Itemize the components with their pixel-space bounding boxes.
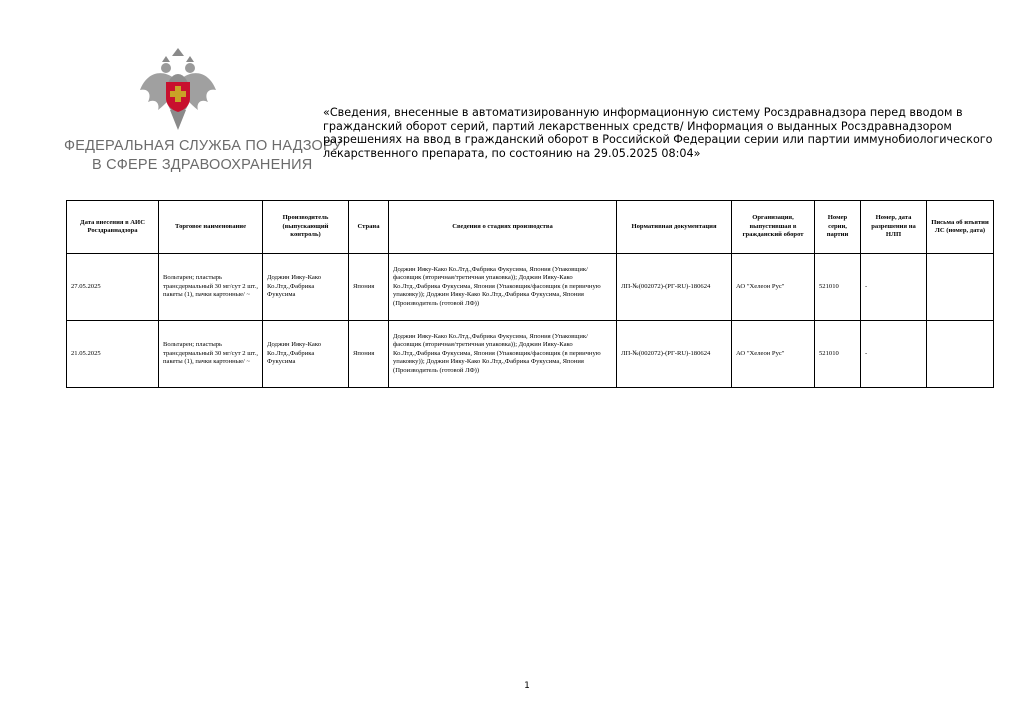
column-header-batch-number: Номер серии, партии [815,201,861,254]
cell-normative-doc: ЛП-№(002072)-(РГ-RU)-180624 [617,254,732,321]
cell-batch-number: 521010 [815,321,861,388]
cell-manufacturer: Доджин Ияку-Како Ко.Лтд.,Фабрика Фукусима [263,321,349,388]
cell-country: Япония [349,321,389,388]
cell-country: Япония [349,254,389,321]
agency-name-line-1: ФЕДЕРАЛЬНАЯ СЛУЖБА ПО НАДЗОРУ [64,138,342,154]
agency-name-line-2: В СФЕРЕ ЗДРАВООХРАНЕНИЯ [92,157,313,173]
column-header-manufacturer: Производитель (выпускающий контроль) [263,201,349,254]
cell-trade-name: Вольтарен; пластырь трансдермальный 30 мг/сут 2 шт., пакеты (1), пачки картонные/ ~ [159,321,263,388]
cell-production-stages: Доджин Ияку-Како Ко.Лтд.,Фабрика Фукусима, Япония (Упаковщик/фасовщик (вторичная/третичная упаковка)); Доджин Ияку-Како Ко.Лтд.,Фабрика Фукусима, Япония (Упаковщик/фасовщик (в первичную упаковку)); Доджин Ияку-Како Ко.Лтд.,Фабрика Фукусима, Япония (Производитель (готовой ЛФ)) [389,321,617,388]
cell-organization: АО "Хелеон Рус" [732,321,815,388]
table-row [67,254,994,321]
page-number: 1 [524,681,530,691]
cell-normative-doc: ЛП-№(002072)-(РГ-RU)-180624 [617,321,732,388]
table-header-row [67,201,994,254]
column-header-production-stages: Сведения о стадиях производства [389,201,617,254]
cell-organization: АО "Хелеон Рус" [732,254,815,321]
cell-manufacturer: Доджин Ияку-Како Ко.Лтд.,Фабрика Фукусима [263,254,349,321]
cell-permit: - [861,254,927,321]
cell-batch-number: 521010 [815,254,861,321]
cell-withdrawal-letters [927,254,994,321]
column-header-date: Дата внесения в АИС Росздравнадзора [67,201,159,254]
cell-withdrawal-letters [927,321,994,388]
column-header-country: Страна [349,201,389,254]
double-headed-eagle-emblem-icon [138,48,218,132]
column-header-withdrawal-letters: Письма об изъятии ЛС (номер, дата) [927,201,994,254]
cell-date: 21.05.2025 [67,321,159,388]
cell-production-stages: Доджин Ияку-Како Ко.Лтд.,Фабрика Фукусима, Япония (Упаковщик/фасовщик (вторичная/третичная упаковка)); Доджин Ияку-Како Ко.Лтд.,Фабрика Фукусима, Япония (Упаковщик/фасовщик (в первичную упаковку)); Доджин Ияку-Како Ко.Лтд.,Фабрика Фукусима, Япония (Производитель (готовой ЛФ)) [389,254,617,321]
column-header-permit: Номер, дата разрешения на НЛП [861,201,927,254]
column-header-normative-doc: Нормативная документация [617,201,732,254]
batch-registry-table [66,200,994,388]
column-header-organization: Организация, выпустившая в гражданский оборот [732,201,815,254]
column-header-trade-name: Торговое наименование [159,201,263,254]
cell-trade-name: Вольтарен; пластырь трансдермальный 30 мг/сут 2 шт., пакеты (1), пачки картонные/ ~ [159,254,263,321]
table-row [67,321,994,388]
document-title: «Сведения, внесенные в автоматизированную информационную систему Росздравнадзора перед вводом в гражданский оборот серий, партий лекарственных средств/ Информация о выданных Росздравнадзором разрешениях на ввод в гражданский оборот в Российской Федерации серии или партии иммунобиологического лекарственного препарата, по состоянию на 29.05.2025 08:04» [323,106,993,160]
cell-date: 27.05.2025 [67,254,159,321]
cell-permit: - [861,321,927,388]
